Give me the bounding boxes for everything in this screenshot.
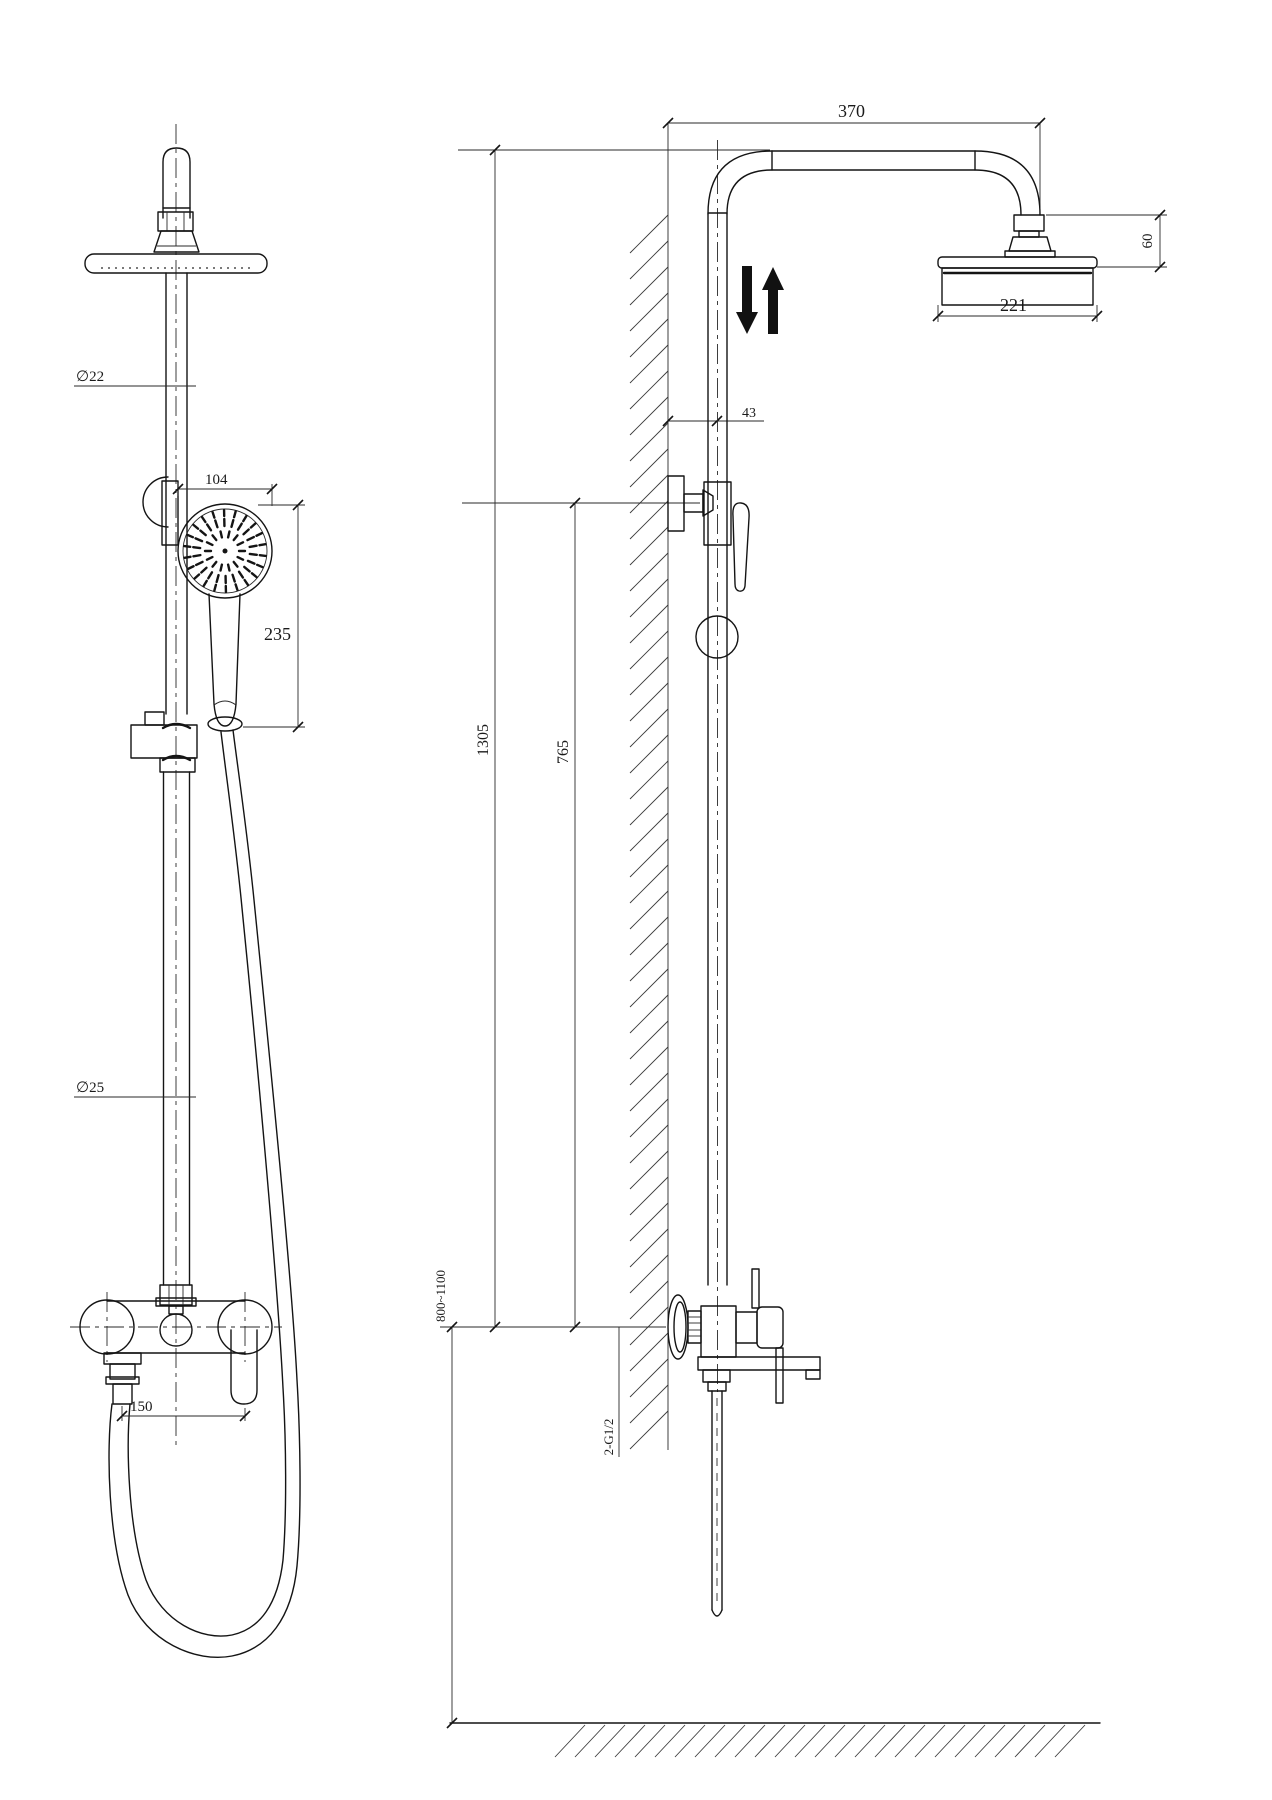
diverter-knob-side: [752, 1269, 759, 1308]
dim-inlet-thread-label: 2-G1/2: [601, 1418, 616, 1456]
hose-outlet-front: [104, 1353, 141, 1364]
dimension-370: [663, 101, 1045, 128]
dim-install-height-label: 800~1100: [433, 1269, 448, 1323]
dimension-d22: [74, 369, 196, 386]
dim-d22-label: ∅22: [76, 369, 105, 385]
lever-side: [757, 1307, 783, 1348]
dim-104-label: 104: [205, 472, 228, 488]
mixer-side: [668, 1269, 820, 1403]
slider-ring-side: [696, 616, 738, 658]
dim-1305-label: 1305: [475, 724, 492, 756]
down-arrow-icon: [736, 266, 758, 334]
dimension-221: [933, 295, 1102, 321]
dimension-install-height: [433, 1270, 457, 1728]
top-connector-front: [154, 148, 199, 252]
wall-bracket-front: [143, 477, 178, 545]
spray-pattern: [184, 510, 265, 592]
dimension-150: [117, 1399, 250, 1421]
hose-drop-side: [712, 1391, 722, 1616]
dim-235-label: 235: [264, 624, 291, 644]
hand-shower-handle: [209, 594, 240, 726]
spout-side: [698, 1357, 820, 1370]
wall-section-hatch: [630, 215, 668, 1449]
hand-shower-front: [178, 504, 272, 731]
dimension-104: [173, 472, 277, 506]
dim-43-label: 43: [742, 406, 756, 421]
dim-221-label: 221: [1000, 295, 1027, 315]
up-arrow-icon: [762, 267, 784, 334]
front-view: [70, 124, 305, 1657]
lever-front: [231, 1330, 257, 1404]
dimension-60: [1140, 210, 1165, 272]
label-inlet-threads: [601, 1327, 650, 1457]
head-connector-side: [1005, 215, 1055, 257]
dim-60-label: 60: [1140, 233, 1156, 249]
dimension-765: [555, 498, 580, 1332]
dimension-43: [663, 406, 764, 426]
slider-clamp-front: [131, 712, 197, 772]
dimension-1305: [475, 145, 500, 1332]
hose-front: [109, 730, 300, 1657]
dim-370-label: 370: [838, 101, 865, 121]
dimension-235: [243, 500, 305, 732]
dim-765-label: 765: [555, 740, 572, 764]
dim-d25-label: ∅25: [76, 1080, 105, 1096]
riser-pipe: [708, 151, 1040, 1285]
side-view: [433, 101, 1167, 1757]
dimension-d25: [74, 1080, 196, 1097]
dim-150-label: 150: [130, 1399, 153, 1415]
hand-shower-side: [733, 503, 749, 591]
ground-hatch: [555, 1725, 1085, 1757]
